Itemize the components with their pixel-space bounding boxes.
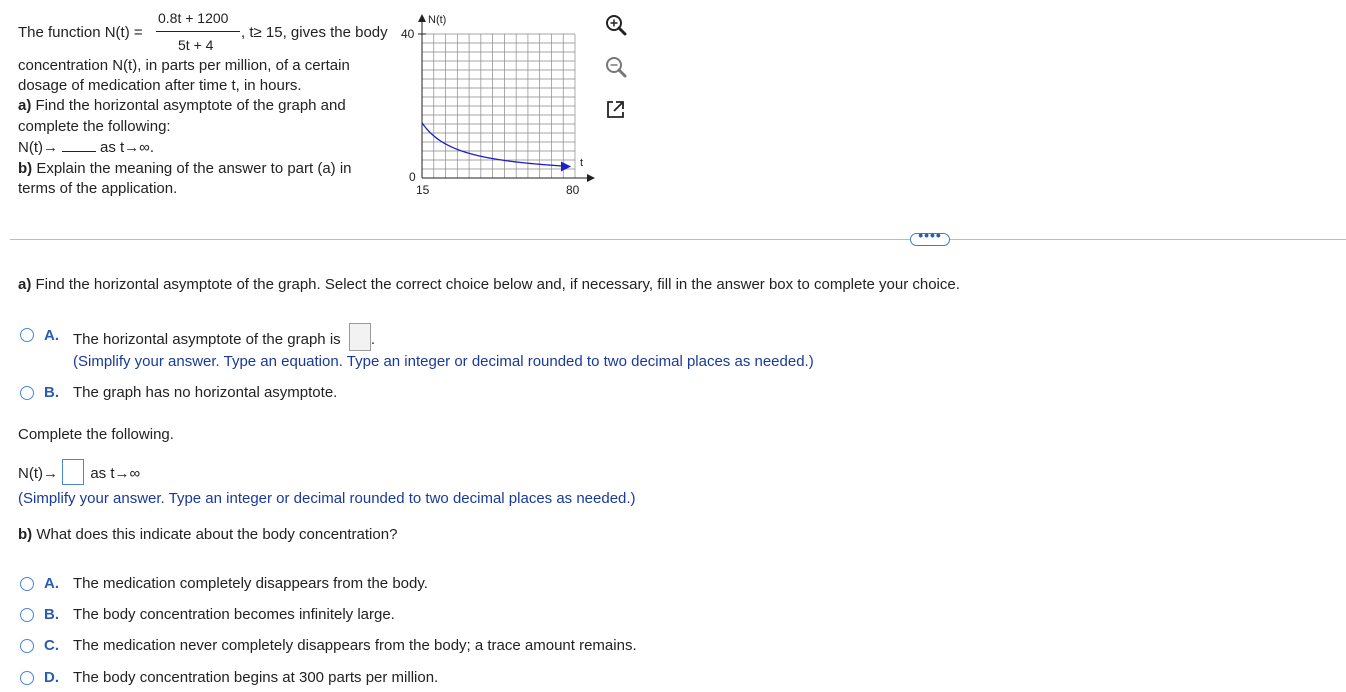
radio-b-option-a[interactable] — [20, 577, 34, 591]
part-a-label: a) — [18, 97, 32, 114]
part-b-label: b) — [18, 160, 33, 177]
limit-answer-box[interactable] — [62, 459, 84, 485]
y-min-label: 0 — [409, 170, 416, 184]
intro-suffix: , t≥ 15, gives the body — [241, 24, 388, 41]
option-text: The body concentration becomes infinitely large. — [73, 606, 395, 623]
intro-prefix: The function N(t) = — [18, 24, 143, 41]
question-b-prompt: b) What does this indicate about the body concentration? — [18, 526, 398, 543]
option-text: The horizontal asymptote of the graph is — [73, 330, 341, 348]
radio-b-option-c[interactable] — [20, 639, 34, 653]
problem-line-3: dosage of medication after time t, in hours. — [18, 77, 302, 94]
option-text: The medication never completely disappears from the body; a trace amount remains. — [73, 637, 637, 654]
limit-statement: N(t)→ as t→∞. — [18, 139, 155, 156]
x-max-label: 80 — [566, 183, 580, 197]
complete-hint: (Simplify your answer. Type an integer or decimal rounded to two decimal places as needed.) — [18, 490, 636, 507]
complete-limit: N(t)→ as t→∞ — [18, 463, 140, 485]
fraction-denominator: 5t + 4 — [178, 37, 214, 53]
option-letter: B. — [44, 384, 59, 401]
radio-b-option-b[interactable] — [20, 608, 34, 622]
option-letter: B. — [44, 606, 59, 623]
part-a-line-1: a) Find the horizontal asymptote of the graph and — [18, 97, 346, 114]
section-divider — [10, 239, 1346, 240]
zoom-out-icon[interactable] — [603, 54, 629, 80]
y-axis-arrow — [418, 14, 426, 22]
option-letter: C. — [44, 637, 59, 654]
function-graph — [395, 8, 605, 200]
curve-arrow — [561, 161, 571, 171]
y-max-label: 40 — [401, 27, 415, 41]
x-axis-label: t — [580, 157, 584, 169]
zoom-in-icon[interactable] — [603, 12, 629, 38]
fraction-bar — [156, 31, 240, 32]
answer-blank — [62, 139, 96, 152]
part-a-line-2: complete the following: — [18, 118, 171, 135]
option-letter: D. — [44, 669, 59, 686]
question-b-label: b) — [18, 526, 33, 543]
question-a-label: a) — [18, 276, 32, 293]
part-b-line-1: b) Explain the meaning of the answer to part (a) in — [18, 160, 352, 177]
problem-line-2: concentration N(t), in parts per million, of a certain — [18, 57, 350, 74]
question-a-prompt: a) Find the horizontal asymptote of the graph. Select the correct choice below and, if necessary, fill in the answer box to complete your choice. — [18, 276, 960, 293]
radio-a-option-b[interactable] — [20, 386, 34, 400]
option-hint: (Simplify your answer. Type an equation. Type an integer or decimal rounded to two decimal places as needed.) — [73, 353, 814, 370]
complete-heading: Complete the following. — [18, 426, 174, 443]
popout-icon[interactable] — [603, 96, 629, 122]
option-letter: A. — [44, 327, 59, 344]
option-text: The body concentration begins at 300 parts per million. — [73, 669, 439, 686]
option-letter: A. — [44, 575, 59, 592]
radio-b-option-d[interactable] — [20, 671, 34, 685]
y-axis-label: N(t) — [428, 14, 447, 26]
fraction-numerator: 0.8t + 1200 — [158, 10, 229, 26]
radio-a-option-a[interactable] — [20, 328, 34, 342]
x-axis-arrow — [587, 174, 595, 182]
part-b-line-2: terms of the application. — [18, 180, 178, 197]
option-text: The graph has no horizontal asymptote. — [73, 384, 338, 401]
x-min-label: 15 — [416, 183, 430, 197]
more-button[interactable]: •••• — [910, 233, 950, 246]
option-text: The medication completely disappears from the body. — [73, 575, 428, 592]
asymptote-answer-box[interactable] — [349, 323, 371, 351]
